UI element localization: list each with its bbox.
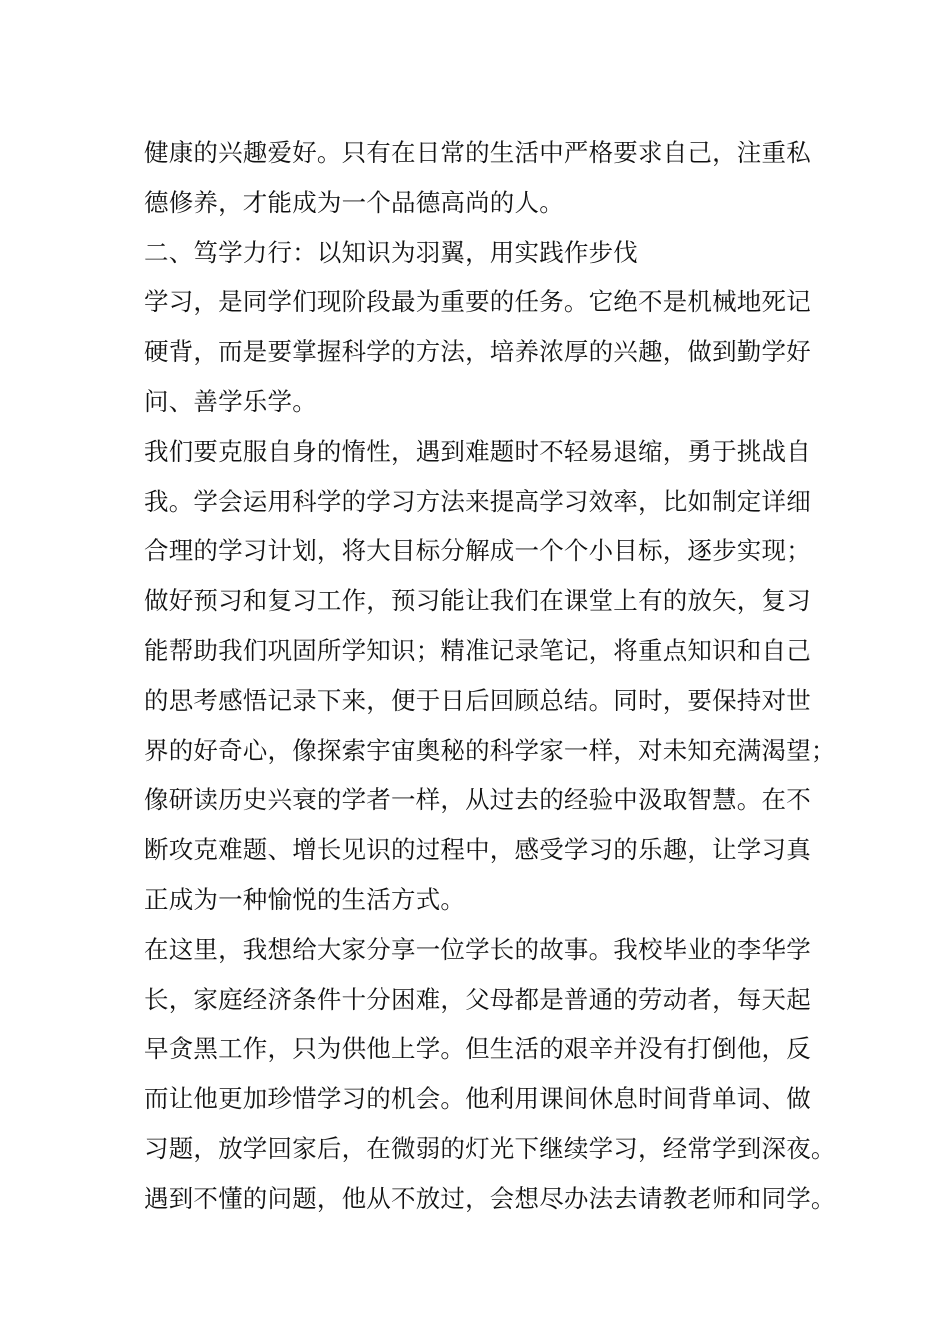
text-line: 做好预习和复习工作，预习能让我们在课堂上有的放矢，复习 [144, 586, 811, 616]
text-line: 像研读历史兴衰的学者一样，从过去的经验中汲取智慧。在不 [144, 785, 811, 815]
text-line: 早贪黑工作，只为供他上学。但生活的艰辛并没有打倒他，反 [144, 1034, 811, 1064]
text-line: 问、善学乐学。 [144, 386, 317, 416]
text-line: 能帮助我们巩固所学知识；精准记录笔记，将重点知识和自己 [144, 635, 811, 665]
text-line: 我们要克服自身的惰性，遇到难题时不轻易退缩，勇于挑战自 [144, 436, 811, 466]
text-line: 的思考感悟记录下来，便于日后回顾总结。同时，要保持对世 [144, 685, 811, 715]
text-line: 我。学会运用科学的学习方法来提高学习效率，比如制定详细 [144, 486, 811, 516]
text-line: 正成为一种愉悦的生活方式。 [144, 884, 466, 914]
text-line: 习题，放学回家后，在微弱的灯光下继续学习，经常学到深夜。 [144, 1133, 836, 1163]
text-line: 硬背，而是要掌握科学的方法，培养浓厚的兴趣，做到勤学好 [144, 337, 811, 367]
text-line: 在这里，我想给大家分享一位学长的故事。我校毕业的李华学 [144, 934, 811, 964]
text-line: 而让他更加珍惜学习的机会。他利用课间休息时间背单词、做 [144, 1084, 811, 1114]
text-line: 长，家庭经济条件十分困难，父母都是普通的劳动者，每天起 [144, 984, 811, 1014]
section-heading: 二、笃学力行：以知识为羽翼，用实践作步伐 [144, 237, 638, 267]
text-line: 界的好奇心，像探索宇宙奥秘的科学家一样，对未知充满渴望； [144, 735, 836, 765]
text-line: 德修养，才能成为一个品德高尚的人。 [144, 187, 564, 217]
text-line: 断攻克难题、增长见识的过程中，感受学习的乐趣，让学习真 [144, 835, 811, 865]
text-line: 合理的学习计划，将大目标分解成一个个小目标，逐步实现； [144, 536, 811, 566]
text-line: 学习，是同学们现阶段最为重要的任务。它绝不是机械地死记 [144, 287, 811, 317]
text-line: 遇到不懂的问题，他从不放过，会想尽办法去请教老师和同学。 [144, 1183, 836, 1213]
text-line: 健康的兴趣爱好。只有在日常的生活中严格要求自己，注重私 [144, 138, 811, 167]
body-text [144, 128, 844, 1224]
